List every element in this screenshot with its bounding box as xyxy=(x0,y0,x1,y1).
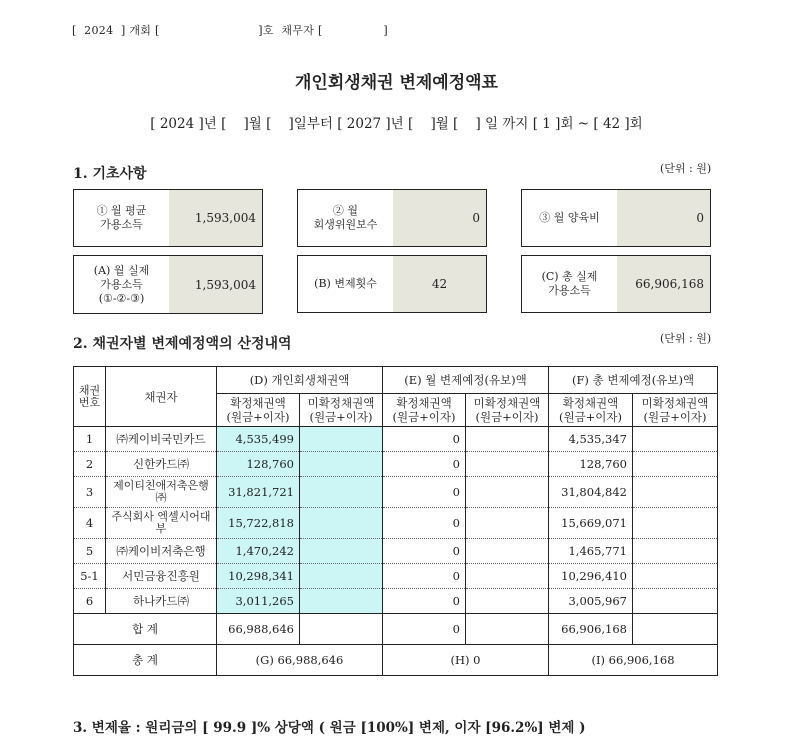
row-e-confirmed: 0 xyxy=(383,477,466,508)
box-total-income xyxy=(521,255,711,313)
row-creditor: 하나카드㈜ xyxy=(106,589,217,614)
section2-title: 2. 채권자별 변제예정액의 산정내역 xyxy=(73,336,292,352)
grand-total-h: (H) 0 xyxy=(383,645,549,676)
grand-total-row xyxy=(74,645,718,676)
child-support-label: ③ 월 양육비 xyxy=(539,211,600,224)
sum-f-unconfirmed xyxy=(633,614,718,645)
row-d-unconfirmed xyxy=(300,452,383,477)
sum-d-unconfirmed xyxy=(300,614,383,645)
row-no: 3 xyxy=(74,477,106,508)
row-d-unconfirmed xyxy=(300,477,383,508)
row-f-confirmed: 128,760 xyxy=(549,452,633,477)
row-creditor: 제이티친애저축은행㈜ xyxy=(106,477,217,508)
row-e-unconfirmed xyxy=(466,589,549,614)
table-row xyxy=(74,508,718,539)
table-row xyxy=(74,589,718,614)
header-d: (D) 개인회생채권액 xyxy=(217,367,383,394)
header-d-unconfirmed: 미확정채권액 (원금+이자) xyxy=(300,394,383,427)
box-monthly-average-income xyxy=(73,189,263,247)
section1-title: 1. 기초사항 xyxy=(73,166,147,182)
row-e-unconfirmed xyxy=(466,508,549,539)
total-income-value: 66,906,168 xyxy=(617,256,710,312)
actual-income-value: 1,593,004 xyxy=(169,256,262,313)
row-d-confirmed: 128,760 xyxy=(217,452,300,477)
total-income-label: (C) 총 실제 가용소득 xyxy=(541,270,598,297)
header-no: 채권 번호 xyxy=(74,367,106,427)
sum-f-confirmed: 66,906,168 xyxy=(549,614,633,645)
table-row xyxy=(74,477,718,508)
row-f-unconfirmed xyxy=(633,539,718,564)
table-row xyxy=(74,452,718,477)
row-f-confirmed: 1,465,771 xyxy=(549,539,633,564)
repayment-period: [ 2024 ]년 [ ]월 [ ]일부터 [ 2027 ]년 [ ]월 [ ] 일 까지 [ 1 ]회 ~ [ 42 ]회 xyxy=(150,116,643,132)
grand-total-g: (G) 66,988,646 xyxy=(217,645,383,676)
header-f: (F) 총 변제예정(유보)액 xyxy=(549,367,718,394)
repayment-count-label: (B) 변제횟수 xyxy=(314,277,377,290)
child-support-value: 0 xyxy=(617,190,710,246)
sum-e-confirmed: 0 xyxy=(383,614,466,645)
header-d-confirmed: 확정채권액 (원금+이자) xyxy=(217,394,300,427)
repayment-rate: 3. 변제율 : 원리금의 [ 99.9 ]% 상당액 ( 원금 [100%] 변제, 이자 [96.2%] 변제 ) xyxy=(73,720,586,736)
table-row xyxy=(74,427,718,452)
row-f-unconfirmed xyxy=(633,564,718,589)
header-e-confirmed: 확정채권액 (원금+이자) xyxy=(383,394,466,427)
box-repayment-count xyxy=(297,255,487,313)
header-f-unconfirmed: 미확정채권액 (원금+이자) xyxy=(633,394,718,427)
row-d-unconfirmed xyxy=(300,539,383,564)
box-trustee-fee xyxy=(297,189,487,247)
row-no: 5 xyxy=(74,539,106,564)
header-f-confirmed: 확정채권액 (원금+이자) xyxy=(549,394,633,427)
header-e-unconfirmed: 미확정채권액 (원금+이자) xyxy=(466,394,549,427)
section1-unit: (단위 : 원) xyxy=(660,162,712,175)
row-d-confirmed: 3,011,265 xyxy=(217,589,300,614)
row-d-confirmed: 10,298,341 xyxy=(217,564,300,589)
header-e: (E) 월 변제예정(유보)액 xyxy=(383,367,549,394)
table-row xyxy=(74,564,718,589)
row-f-confirmed: 10,296,410 xyxy=(549,564,633,589)
row-f-unconfirmed xyxy=(633,452,718,477)
sum-label: 합 계 xyxy=(74,614,217,645)
row-e-unconfirmed xyxy=(466,452,549,477)
row-e-unconfirmed xyxy=(466,564,549,589)
row-d-confirmed: 15,722,818 xyxy=(217,508,300,539)
row-f-unconfirmed xyxy=(633,477,718,508)
row-f-confirmed: 15,669,071 xyxy=(549,508,633,539)
row-d-confirmed: 31,821,721 xyxy=(217,477,300,508)
row-e-confirmed: 0 xyxy=(383,539,466,564)
creditor-table xyxy=(73,366,718,676)
trustee-fee-value: 0 xyxy=(393,190,486,246)
table-row xyxy=(74,539,718,564)
row-no: 5-1 xyxy=(74,564,106,589)
sum-e-unconfirmed xyxy=(466,614,549,645)
row-e-confirmed: 0 xyxy=(383,427,466,452)
row-creditor: 서민금융진흥원 xyxy=(106,564,217,589)
sum-row xyxy=(74,614,718,645)
row-f-unconfirmed xyxy=(633,589,718,614)
sum-d-confirmed: 66,988,646 xyxy=(217,614,300,645)
row-d-confirmed: 1,470,242 xyxy=(217,539,300,564)
box-child-support xyxy=(521,189,711,247)
box-actual-income xyxy=(73,255,263,314)
row-no: 4 xyxy=(74,508,106,539)
table-header-row xyxy=(74,367,718,394)
row-d-unconfirmed xyxy=(300,564,383,589)
row-d-unconfirmed xyxy=(300,508,383,539)
row-e-confirmed: 0 xyxy=(383,508,466,539)
row-e-confirmed: 0 xyxy=(383,564,466,589)
row-e-unconfirmed xyxy=(466,477,549,508)
row-creditor: 주식회사 엑셀시어대부 xyxy=(106,508,217,539)
header-creditor: 채권자 xyxy=(106,367,217,427)
row-no: 6 xyxy=(74,589,106,614)
row-no: 2 xyxy=(74,452,106,477)
row-e-unconfirmed xyxy=(466,427,549,452)
section2-unit: (단위 : 원) xyxy=(660,332,712,345)
row-creditor: ㈜케이비국민카드 xyxy=(106,427,217,452)
row-creditor: 신한카드㈜ xyxy=(106,452,217,477)
grand-total-label: 총 계 xyxy=(74,645,217,676)
monthly-average-income-value: 1,593,004 xyxy=(169,190,262,246)
grand-total-i: (I) 66,906,168 xyxy=(549,645,718,676)
row-f-confirmed: 3,005,967 xyxy=(549,589,633,614)
row-d-unconfirmed xyxy=(300,589,383,614)
trustee-fee-label: ② 월 회생위원보수 xyxy=(313,204,378,231)
monthly-average-income-label: ① 월 평균 가용소득 xyxy=(96,204,147,231)
row-no: 1 xyxy=(74,427,106,452)
row-d-confirmed: 4,535,499 xyxy=(217,427,300,452)
row-e-confirmed: 0 xyxy=(383,452,466,477)
page-title: 개인회생채권 변제예정액표 xyxy=(295,73,498,93)
row-creditor: ㈜케이비저축은행 xyxy=(106,539,217,564)
row-e-confirmed: 0 xyxy=(383,589,466,614)
row-f-confirmed: 4,535,347 xyxy=(549,427,633,452)
row-d-unconfirmed xyxy=(300,427,383,452)
actual-income-label: (A) 월 실제 가용소득 (①-②-③) xyxy=(93,263,150,305)
row-f-unconfirmed xyxy=(633,508,718,539)
row-f-unconfirmed xyxy=(633,427,718,452)
repayment-count-value: 42 xyxy=(393,256,486,312)
row-f-confirmed: 31,804,842 xyxy=(549,477,633,508)
case-header-line: [ 2024 ] 개회 [ ]호 채무자 [ ] xyxy=(72,24,388,37)
row-e-unconfirmed xyxy=(466,539,549,564)
